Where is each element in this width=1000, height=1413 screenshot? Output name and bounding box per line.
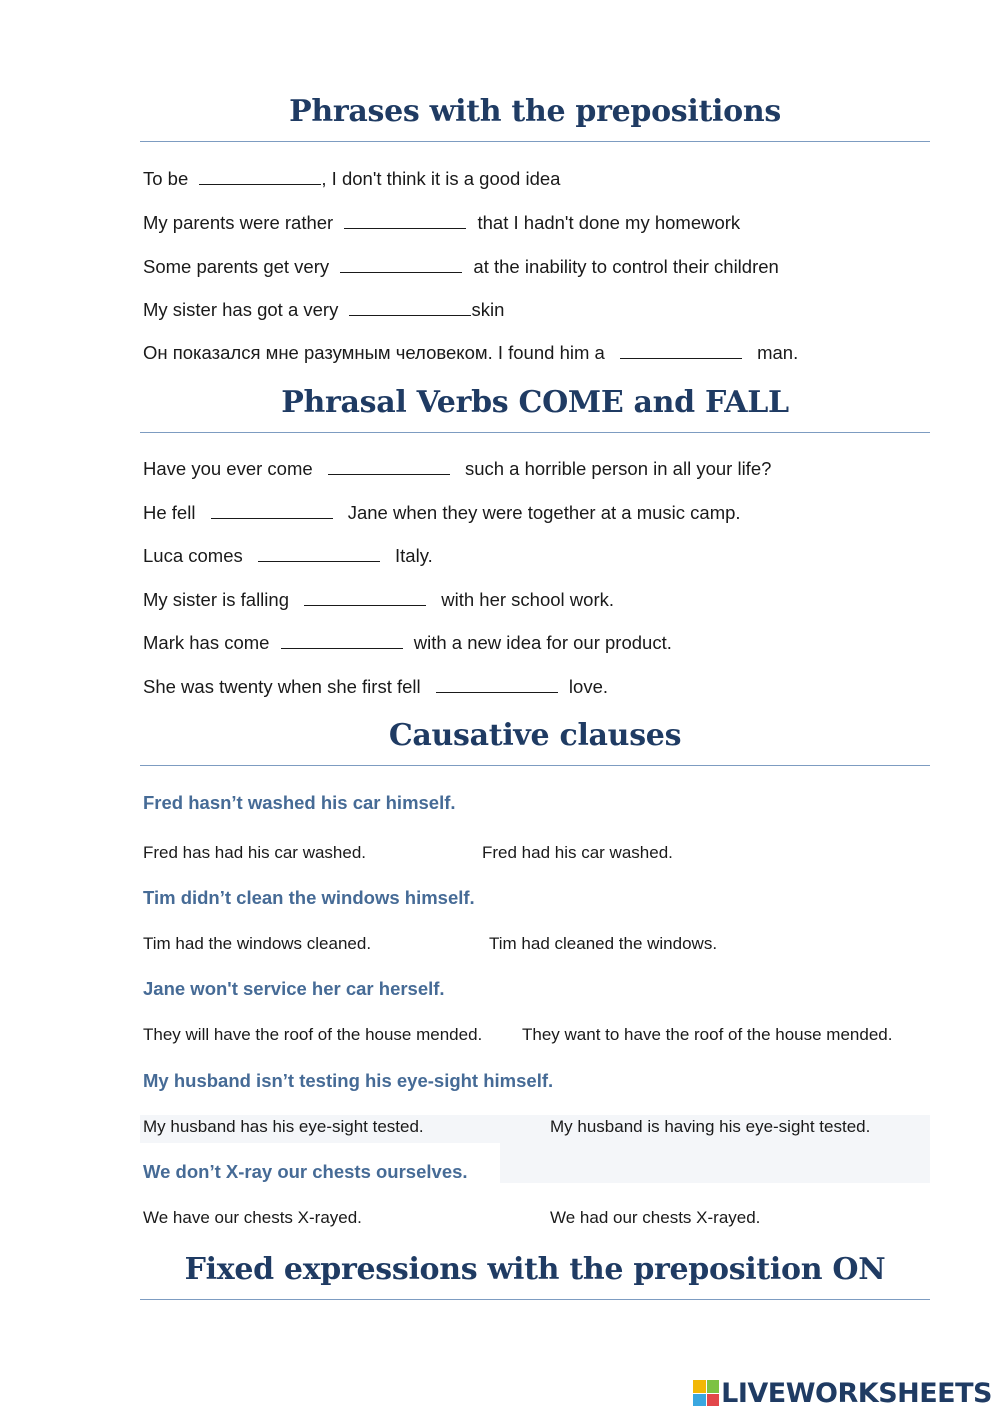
sentence-end: , I don't think it is a good idea xyxy=(321,168,561,189)
answer-option[interactable]: Fred had his car washed. xyxy=(482,843,673,862)
answer-option[interactable]: Tim had cleaned the windows. xyxy=(489,934,718,953)
sentence-start: Some parents get very xyxy=(143,256,330,277)
answer-option[interactable]: Tim had the windows cleaned. xyxy=(143,934,372,953)
section-title-phrasal-verbs: Phrasal Verbs COME and FALL xyxy=(281,385,789,420)
section-divider xyxy=(140,432,930,433)
sentence-start: To be xyxy=(143,168,189,189)
sentence-end: such a horrible person in all your life? xyxy=(464,458,772,479)
exercise-line xyxy=(143,676,608,698)
answer-option[interactable]: They want to have the roof of the house mended. xyxy=(522,1025,893,1044)
sentence-start: Он показался мне разумным человеком. I found him a xyxy=(143,342,605,363)
section-title-fixed-expressions: Fixed expressions with the preposition ON xyxy=(184,1252,886,1287)
answer-option[interactable]: We have our chests X-rayed. xyxy=(143,1208,362,1227)
causative-prompt: Fred hasn’t washed his car himself. xyxy=(143,792,456,813)
sentence-end: Jane when they were together at a music camp. xyxy=(347,502,741,523)
answer-option[interactable]: My husband has his eye-sight tested. xyxy=(143,1117,424,1136)
answer-blank[interactable] xyxy=(304,590,426,606)
option-row-shade xyxy=(500,1143,930,1183)
sentence-end: with a new idea for our product. xyxy=(413,632,672,653)
causative-prompt: We don’t X-ray our chests ourselves. xyxy=(143,1161,468,1182)
exercise-line xyxy=(143,212,740,234)
sentence-start: Luca comes xyxy=(143,545,243,566)
sentence-start: My sister has got a very xyxy=(143,299,339,320)
exercise-line xyxy=(143,168,560,190)
answer-blank[interactable] xyxy=(436,677,558,693)
answer-blank[interactable] xyxy=(199,169,321,185)
answer-blank[interactable] xyxy=(340,257,462,273)
sentence-end: that I hadn't done my homework xyxy=(477,212,741,233)
causative-prompt: Jane won't service her car herself. xyxy=(143,978,445,999)
section-divider xyxy=(140,765,930,766)
answer-blank[interactable] xyxy=(258,546,380,562)
answer-blank[interactable] xyxy=(344,213,466,229)
sentence-end: Italy. xyxy=(395,545,433,566)
sentence-start: She was twenty when she first fell xyxy=(143,676,421,697)
exercise-line xyxy=(143,545,433,567)
exercise-line xyxy=(143,342,798,364)
sentence-end: with her school work. xyxy=(441,589,614,610)
exercise-line xyxy=(143,589,614,611)
exercise-line xyxy=(143,502,741,524)
exercise-line xyxy=(143,458,771,480)
section-divider xyxy=(140,1299,930,1300)
sentence-start: Mark has come xyxy=(143,632,270,653)
sentence-end: love. xyxy=(568,676,608,697)
sentence-start: My parents were rather xyxy=(143,212,334,233)
answer-option[interactable]: My husband is having his eye-sight tested. xyxy=(550,1117,871,1136)
exercise-line xyxy=(143,256,779,278)
answer-option[interactable]: They will have the roof of the house mended. xyxy=(143,1025,483,1044)
sentence-end: at the inability to control their children xyxy=(473,256,779,277)
answer-blank[interactable] xyxy=(349,300,471,316)
exercise-line xyxy=(143,299,504,321)
logo-text: LIVEWORKSHEETS xyxy=(721,1377,992,1409)
sentence-end: skin xyxy=(471,299,505,320)
causative-prompt: My husband isn’t testing his eye-sight himself. xyxy=(143,1070,554,1091)
section-title-prepositions: Phrases with the prepositions xyxy=(289,94,781,129)
sentence-start: Have you ever come xyxy=(143,458,313,479)
section-title-causative: Causative clauses xyxy=(388,718,682,753)
answer-option[interactable]: Fred has had his car washed. xyxy=(143,843,367,862)
answer-blank[interactable] xyxy=(328,459,450,475)
sentence-end: man. xyxy=(757,342,799,363)
answer-blank[interactable] xyxy=(620,343,742,359)
liveworksheets-logo xyxy=(693,1375,992,1411)
answer-blank[interactable] xyxy=(281,633,403,649)
exercise-line xyxy=(143,632,672,654)
causative-prompt: Tim didn’t clean the windows himself. xyxy=(143,887,475,908)
sentence-start: My sister is falling xyxy=(143,589,289,610)
sentence-start: He fell xyxy=(143,502,196,523)
section-divider xyxy=(140,141,930,142)
answer-option[interactable]: We had our chests X-rayed. xyxy=(550,1208,761,1227)
logo-mark-icon xyxy=(693,1380,719,1406)
answer-blank[interactable] xyxy=(211,503,333,519)
